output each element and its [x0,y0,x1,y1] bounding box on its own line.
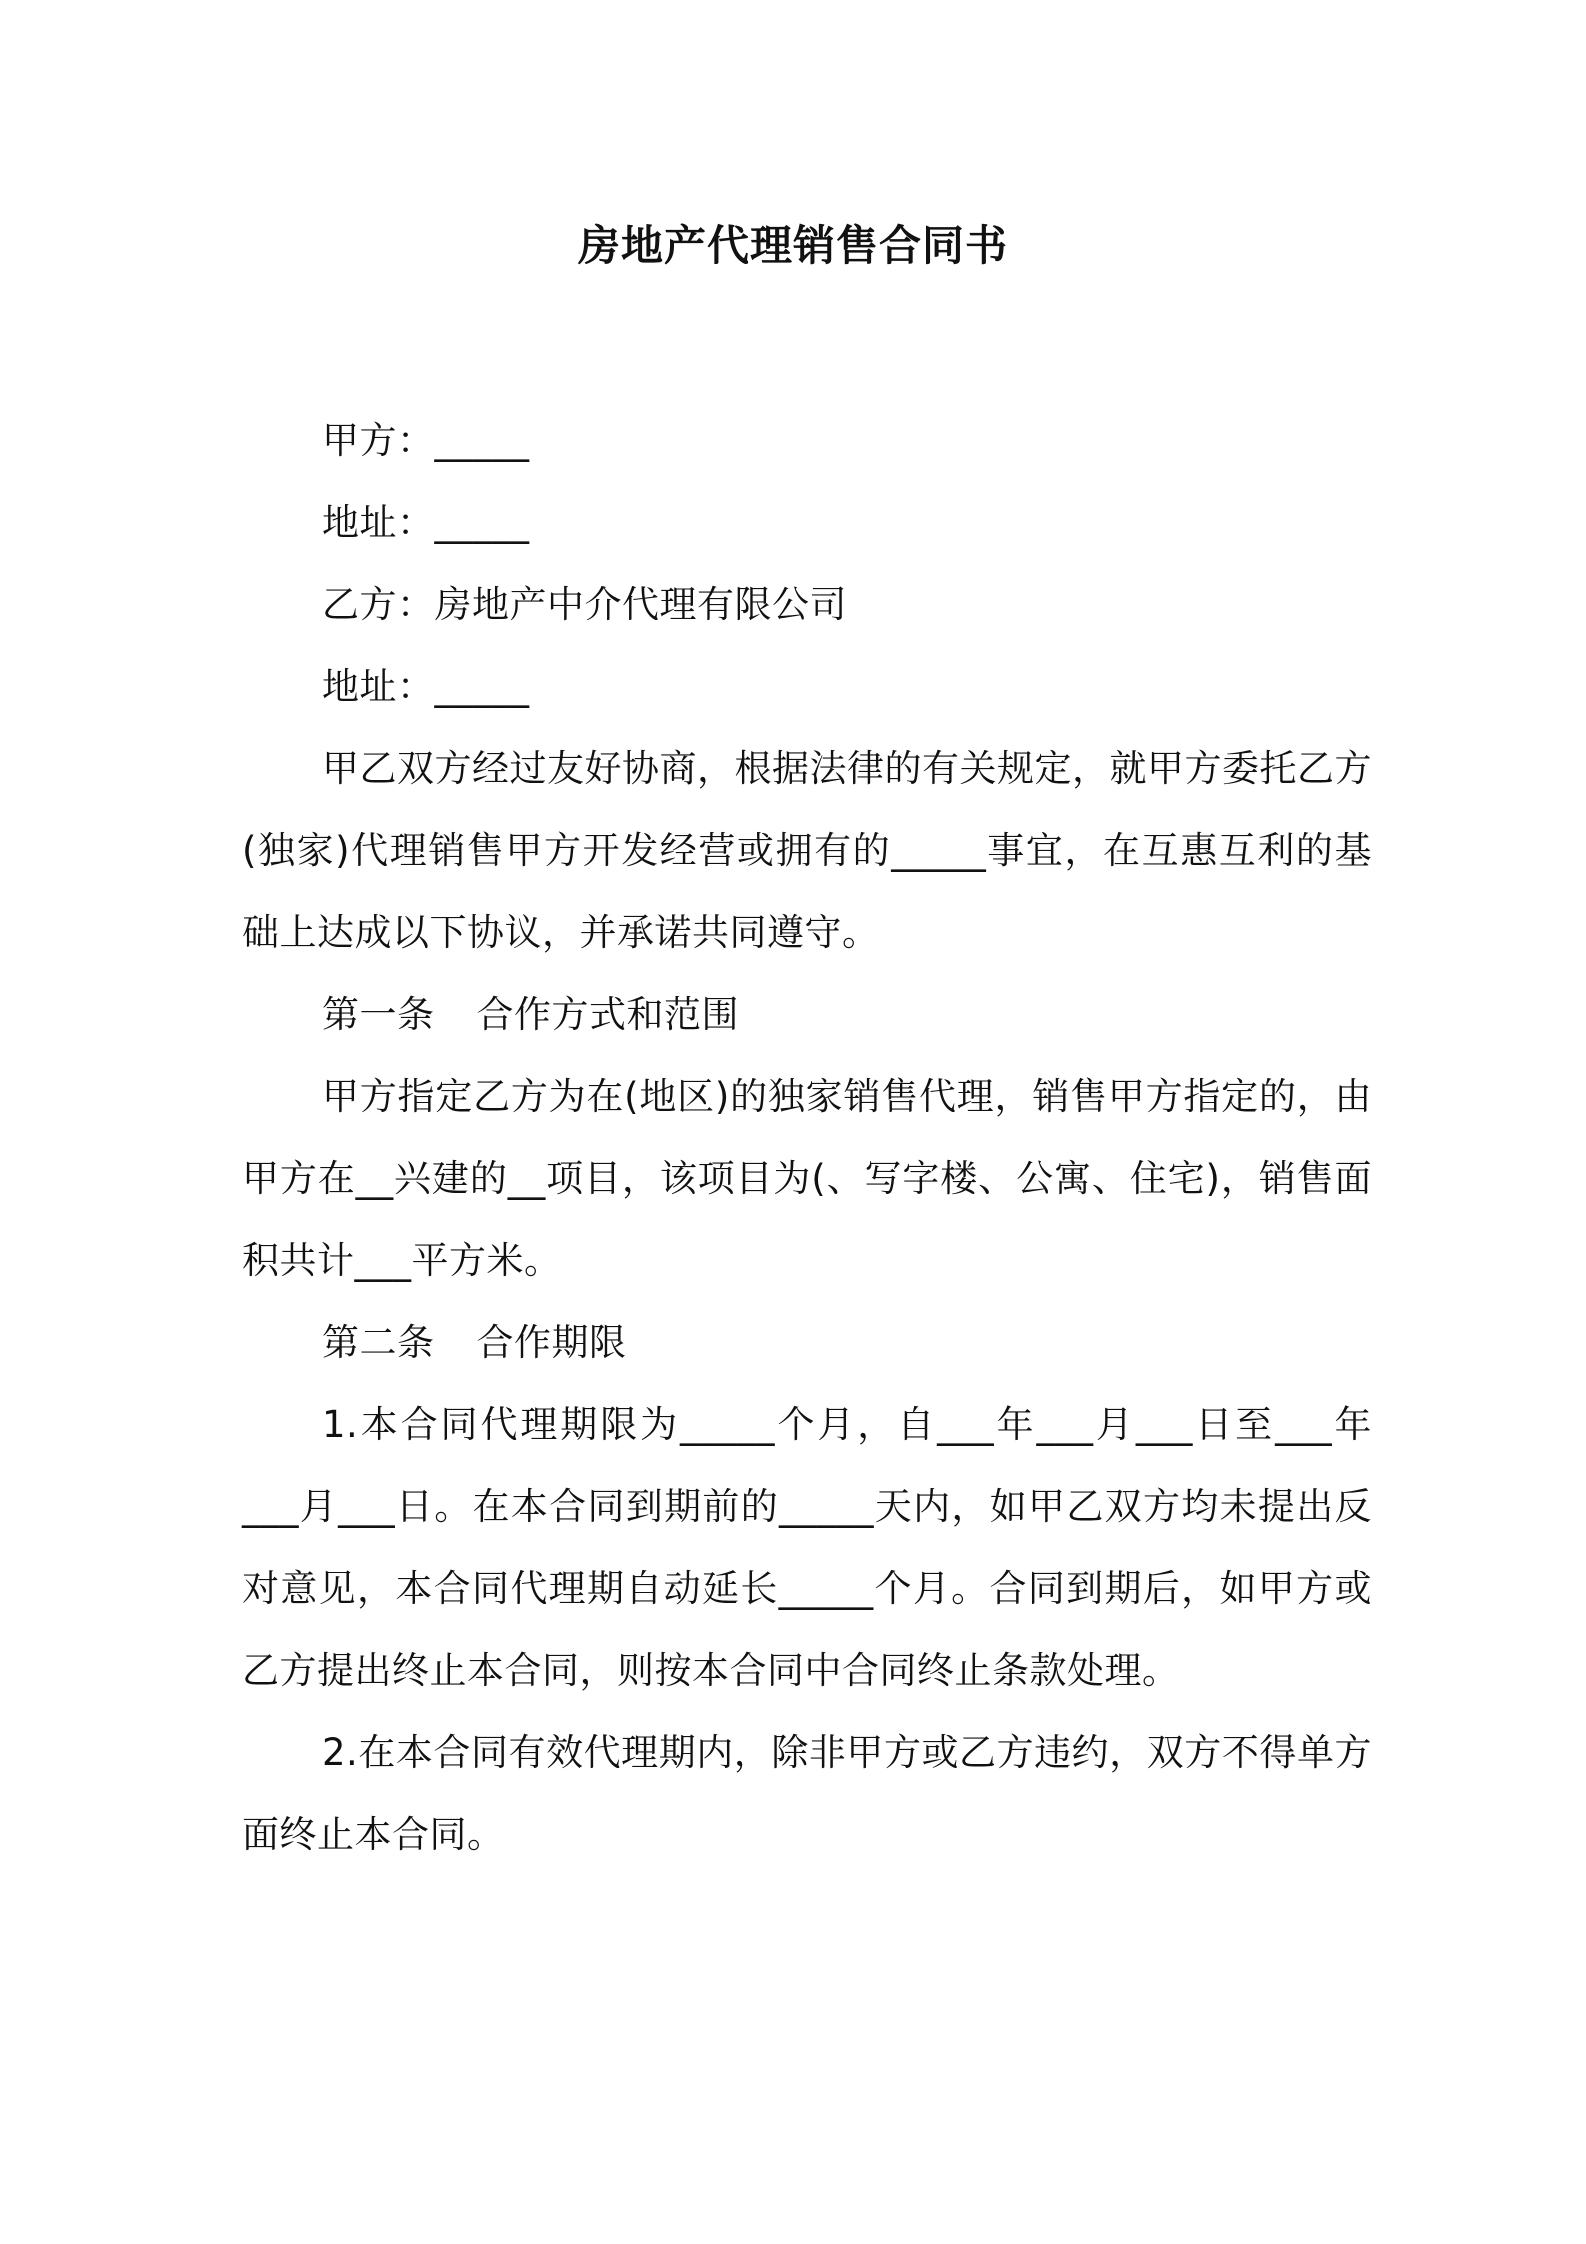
article-1-number: 第一条 [322,993,435,1036]
party-a-address-field: 地址：_____ [322,501,530,544]
document-title: 房地产代理销售合同书 [577,221,1008,270]
party-a-field: 甲方：_____ [322,419,530,462]
article-1-heading [242,974,1372,1056]
article-2-number: 第二条 [322,1321,435,1364]
document-body [242,400,1372,1876]
article-2-title: 合作期限 [476,1321,627,1364]
article-1-title: 合作方式和范围 [476,993,739,1036]
article-2-item-1: 1.本合同代理期限为_____个月，自___年___月___日至___年___月___日。在本合同到期前的_____天内，如甲乙双方均未提出反对意见，本合同代理期自动延长_____个月。合同到期后，如甲方或乙方提出终止本合同，则按本合同中合同终止条款处理。 [242,1403,1372,1692]
party-b-field: 乙方：房地产中介代理有限公司 [322,583,847,626]
preamble-paragraph: 甲乙双方经过友好协商，根据法律的有关规定，就甲方委托乙方(独家)代理销售甲方开发经营或拥有的_____事宜，在互惠互利的基础上达成以下协议，并承诺共同遵守。 [242,747,1372,954]
party-b-address-field: 地址：_____ [322,665,530,708]
article-2-item-2: 2.在本合同有效代理期内，除非甲方或乙方违约，双方不得单方面终止本合同。 [242,1731,1372,1856]
article-2-heading [242,1302,1372,1384]
article-1-paragraph: 甲方指定乙方为在(地区)的独家销售代理，销售甲方指定的，由甲方在__兴建的__项目，该项目为(、写字楼、公寓、住宅)，销售面积共计___平方米。 [242,1075,1372,1282]
